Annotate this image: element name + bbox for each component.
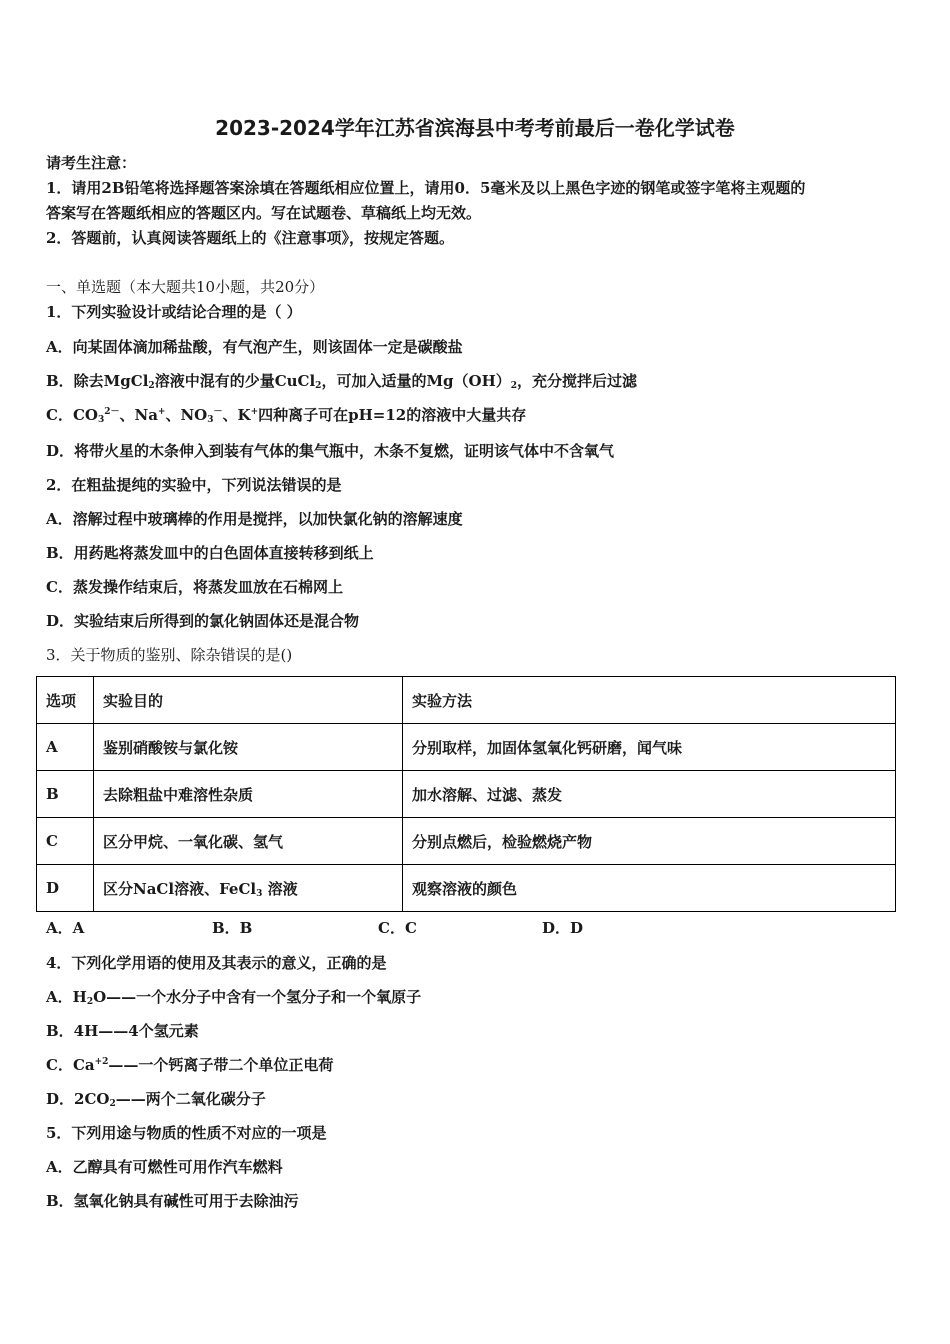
q3-option-a: A．A [46, 919, 85, 937]
table-row [37, 724, 896, 771]
q3-option-c: C．C [378, 919, 417, 937]
q2-stem: 2．在粗盐提纯的实验中，下列说法错误的是 [46, 476, 342, 494]
table-row [37, 771, 896, 818]
table-cell-method: 加水溶解、过滤、蒸发 [403, 771, 896, 818]
page-title: 2023-2024学年江苏省滨海县中考考前最后一卷化学试卷 [215, 116, 735, 140]
q5-option-b: B．氢氧化钠具有碱性可用于去除油污 [46, 1192, 299, 1210]
q4-stem: 4．下列化学用语的使用及其表示的意义，正确的是 [46, 954, 387, 972]
table-cell-option: D [37, 865, 94, 912]
q2-option-a: A．溶解过程中玻璃棒的作用是搅拌，以加快氯化钠的溶解速度 [46, 510, 463, 528]
table-cell-option: A [37, 724, 94, 771]
q5-stem: 5．下列用途与物质的性质不对应的一项是 [46, 1124, 327, 1142]
q1-option-a: A．向某固体滴加稀盐酸，有气泡产生，则该固体一定是碳酸盐 [46, 338, 463, 356]
q2-option-b: B．用药匙将蒸发皿中的白色固体直接转移到纸上 [46, 544, 374, 562]
table-cell-option: C [37, 818, 94, 865]
table-cell-method: 分别点燃后，检验燃烧产物 [403, 818, 896, 865]
q4-option-d: D．$2CO_2——$两个二氧化碳分子 [46, 1090, 266, 1109]
q4-option-b: B．4H——4个氢元素 [46, 1022, 199, 1040]
q4-option-c: C．$Ca^{+2}——$一个钙离子带二个单位正电荷 [46, 1056, 334, 1074]
table-header-cell: 选项 [37, 677, 94, 724]
q3-option-d: D．D [542, 919, 584, 937]
table-cell-goal: 鉴别硝酸铵与氯化铵 [94, 724, 403, 771]
q1-option-d: D．将带火星的木条伸入到装有气体的集气瓶中，木条不复燃，证明该气体中不含氧气 [46, 442, 615, 460]
notice-item-2: 2．答题前，认真阅读答题纸上的《注意事项》，按规定答题。 [46, 229, 454, 247]
notice-item-1a: 1．请用2B铅笔将选择题答案涂填在答题纸相应位置上，请用0．5毫米及以上黑色字迹的钢笔或签字笔将主观题的 [46, 179, 806, 197]
notice-heading: 请考生注意： [46, 154, 137, 172]
q3-stem: 3．关于物质的鉴别、除杂错误的是() [46, 646, 293, 664]
table-header-row [37, 677, 896, 724]
q4-option-a: A．$H_2O——$一个水分子中含有一个氢分子和一个氧原子 [46, 988, 422, 1007]
q2-option-d: D．实验结束后所得到的氯化钠固体还是混合物 [46, 612, 360, 630]
section-heading: 一、单选题（本大题共10小题，共20分） [46, 278, 325, 296]
table-row [37, 865, 896, 912]
q3-option-b: B．B [212, 919, 253, 937]
table-row [37, 818, 896, 865]
table-cell-option: B [37, 771, 94, 818]
q5-option-a: A．乙醇具有可燃性可用作汽车燃料 [46, 1158, 283, 1176]
table-header-cell: 实验方法 [403, 677, 896, 724]
q1-option-b: B．除去MgCl$_2$溶液中混有的少量CuCl$_2$，可加入适量的$Mg(OH)_2$，充分搅拌后过滤 [46, 372, 638, 391]
table-header-cell: 实验目的 [94, 677, 403, 724]
table-cell-goal: 区分NaCl溶液、FeCl$_3$ 溶液 [94, 865, 403, 912]
table-cell-method: 分别取样，加固体氢氧化钙研磨，闻气味 [403, 724, 896, 771]
table-cell-goal: 去除粗盐中难溶性杂质 [94, 771, 403, 818]
q2-option-c: C．蒸发操作结束后，将蒸发皿放在石棉网上 [46, 578, 343, 596]
q1-option-c: C．$CO_3^{2-}$、Na+、$NO_3^-$、K+四种离子可在pH=12的溶液中大量共存 [46, 406, 527, 425]
table-cell-method: 观察溶液的颜色 [403, 865, 896, 912]
q1-stem: 1．下列实验设计或结论合理的是（ ） [46, 303, 302, 321]
q3-table [36, 676, 896, 912]
notice-item-1b: 答案写在答题纸相应的答题区内。写在试题卷、草稿纸上均无效。 [46, 204, 482, 222]
table-cell-goal: 区分甲烷、一氧化碳、氢气 [94, 818, 403, 865]
